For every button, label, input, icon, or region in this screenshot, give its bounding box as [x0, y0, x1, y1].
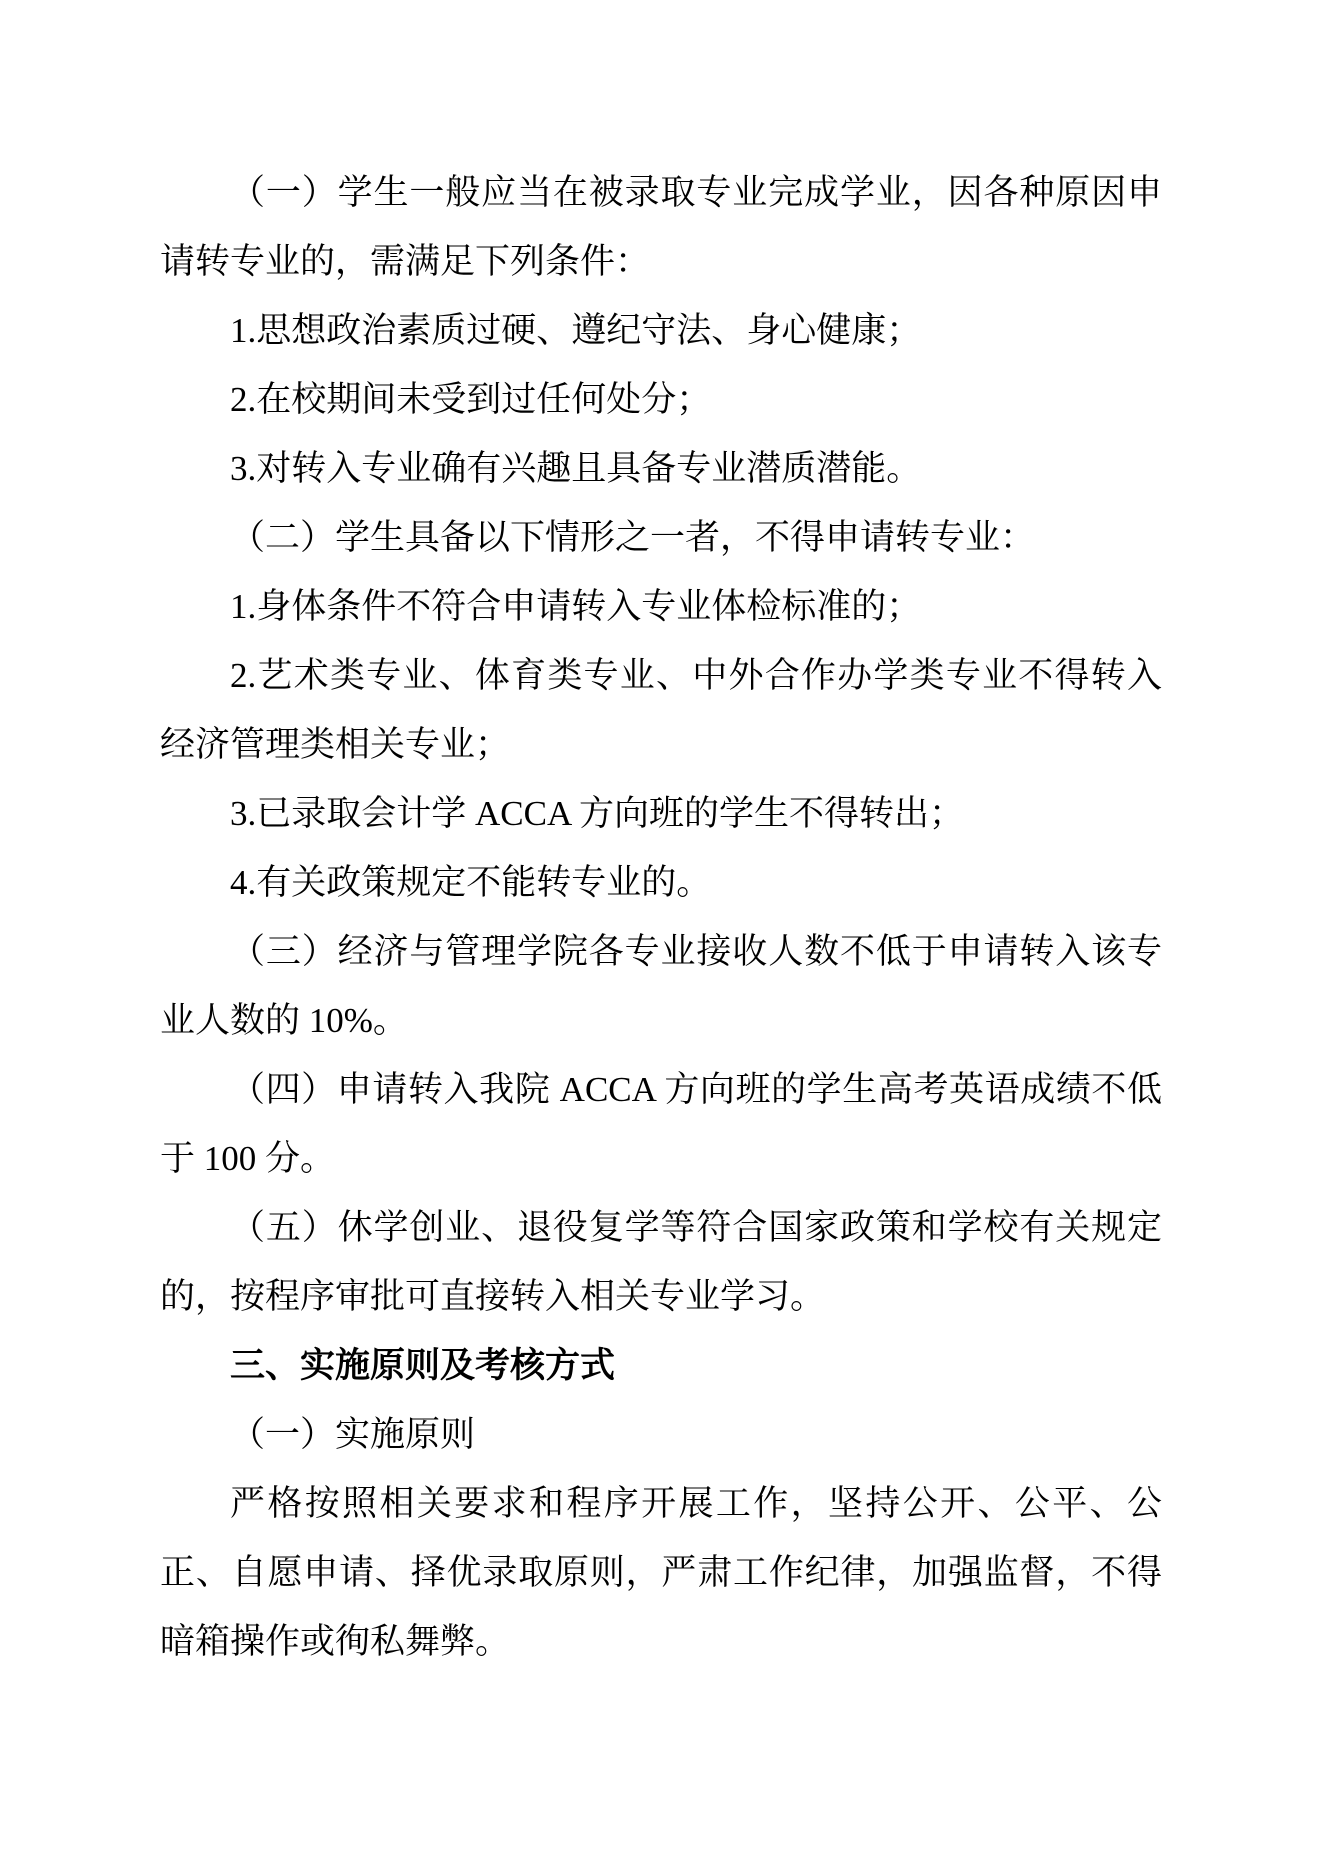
- paragraph: 3.已录取会计学 ACCA 方向班的学生不得转出；: [230, 794, 965, 833]
- paragraph: （二）学生具备以下情形之一者，不得申请转专业：: [230, 518, 1036, 557]
- paragraph: （一）实施原则: [230, 1415, 476, 1454]
- paragraph: 4.有关政策规定不能转专业的。: [230, 863, 712, 902]
- section-heading: 三、实施原则及考核方式: [230, 1346, 616, 1385]
- paragraph: 严格按照相关要求和程序开展工作，坚持公开、公平、公正、自愿申请、择优录取原则，严肃工作纪律，加强监督，不得暗箱操作或徇私舞弊。: [160, 1484, 1162, 1661]
- paragraph: （一）学生一般应当在被录取专业完成学业，因各种原因申请转专业的，需满足下列条件：: [160, 173, 1162, 281]
- paragraph: （五）休学创业、退役复学等符合国家政策和学校有关规定的，按程序审批可直接转入相关专业学习。: [160, 1208, 1162, 1316]
- paragraph: 2.艺术类专业、体育类专业、中外合作办学类专业不得转入经济管理类相关专业；: [160, 656, 1162, 764]
- paragraph: （四）申请转入我院 ACCA 方向班的学生高考英语成绩不低于 100 分。: [160, 1070, 1162, 1178]
- paragraph: 2.在校期间未受到过任何处分；: [230, 380, 712, 419]
- paragraph: 3.对转入专业确有兴趣且具备专业潜质潜能。: [230, 449, 922, 488]
- document-body: [160, 158, 1162, 1676]
- paragraph: 1.思想政治素质过硬、遵纪守法、身心健康；: [230, 311, 922, 350]
- paragraph: 1.身体条件不符合申请转入专业体检标准的；: [230, 587, 922, 626]
- paragraph: （三）经济与管理学院各专业接收人数不低于申请转入该专业人数的 10%。: [160, 932, 1162, 1040]
